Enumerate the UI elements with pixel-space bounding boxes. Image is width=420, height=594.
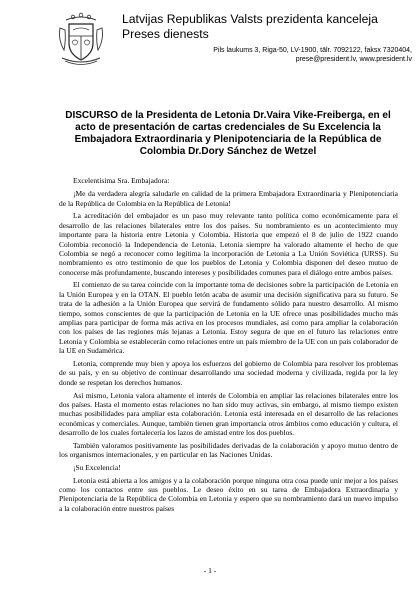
speech-body	[59, 176, 398, 517]
salutation: Excelentísima Sra. Embajadora:	[73, 176, 170, 185]
paragraph: Letonia, comprende muy bien y apoya los esfuerzos del gobierno de Colombia para resolver los problemas de su país, y en su objetivo de continuar desarrollando una sociedad moderna y civilizada, regida por la ley donde se respetan los derechos humanos.	[59, 359, 398, 387]
title-line: Embajadora Extraordinaria y Plenipotenciaria de la República de	[74, 134, 382, 145]
paragraph: El comienzo de su tarea coincide con la importante toma de decisiones sobre la participación de Letonia en la Unión Europea y en la OTAN. El pueblo letón acaba de asumir una decisión significativa para su futuro. Se trata de la adhesión a la Unión Europea que servirá de fundamento sólido para nuestro desarrollo. Al mismo tiempo, somos conscientes de que la participación de Letonia en la UE ofrece unas posibilidades mucho más amplias para participar de forma más activa en los procesos mundiales, así como para ampliar la colaboración con los países de las regiones más lejanas a Letonia. Estoy segura de que en el futuro las relaciones entre Letonia y Colombia se establecerán como relaciones entre un país miembro de la UE con un país colaborador de la UE en Sudamérica.	[59, 280, 398, 356]
paragraph: La acreditación del embajador es un paso muy relevante tanto política como económicamente para el desarrollo de las relaciones bilaterales entre los dos países. Su nombramiento es un acontecimiento muy importante para la historia entre Letonia y Colombia. Historia que empezó el 8 de julio de 1922 cuando Colombia reconoció la Independencia de Letonia. Letonia siempre ha valorado altamente el hecho de que Colombia se negó a reconocer como legítima la incorporación de Letonia a La Unión Soviética (URSS). Su nombramiento es otro testimonio de que los pueblos de Letonia y Colombia disponen del deseo mutuo de conocerse más profundamente, buscando intereses y posibilidades comunes para el diálogo entre ambos países.	[59, 211, 398, 277]
office-name: Latvijas Republikas Valsts prezidenta kanceleja	[122, 12, 378, 26]
paragraph: ¡Su Excelencia!	[73, 462, 121, 472]
page-number: - 1 -	[203, 566, 217, 575]
paragraph: Letonia está abierta a los amigos y a la colaboración porque ninguna otra cosa puede unir mejor a los países como los contactos entre sus pueblos. Le deseo éxito en su tarea de Embajadora Extraordinaria y Plenipotenciaria de la República de Colombia en Letonia y espero que su nombramiento dará un nuevo impulso a la colaboración entre nuestros países	[59, 475, 398, 513]
email-website-line: prese@president.lv, www.president.lv	[295, 56, 412, 63]
coat-of-arms-icon	[56, 10, 106, 66]
paragraph: Así mismo, Letonia valora altamente el interés de Colombia en ampliar las relaciones bilaterales entre los dos países. Hasta el momento estas relaciones no han sido muy activas, sin embargo, al mismo tiempo existen muchas posibilidades para ampliar esta colaboración. Letonia está interesada en el desarrollo de las relaciones económicas y comerciales. Aunque, también tienen gran importancia otros ámbitos como educación y cultura, el desarrollo de los cuales fortalecería los lazos de amistad entre los dos pueblos.	[59, 390, 398, 438]
title-line: DISCURSO de la Presidenta de Letonia Dr.Vaira Vike-Freiberga, en el	[65, 110, 391, 121]
paragraph: También valoramos positivamente las posibilidades derivadas de la colaboración y apoyo mutuo dentro de los organismos internacionales, y en particular en las Naciones Unidas.	[59, 440, 398, 460]
letterhead	[56, 8, 412, 70]
department-name: Preses dienests	[122, 26, 209, 41]
paragraph: ¡Me da verdadera alegría saludarle en calidad de la primera Embajadora Extraordinaria y Plenipotenciaria de la República de Colombia en la República de Letonia!	[59, 189, 398, 208]
letterhead-text	[122, 12, 412, 64]
contact-address	[122, 46, 412, 64]
title-line: Colombia Dr.Dory Sánchez de Wetzel	[139, 146, 317, 157]
address-line: Pils laukums 3, Riga-50, LV-1900, tālr. 7092122, faksx 7320404,	[213, 47, 412, 54]
document-title	[60, 110, 396, 158]
title-line: acto de presentación de cartas credenciales de Su Excelencia la	[75, 122, 381, 133]
